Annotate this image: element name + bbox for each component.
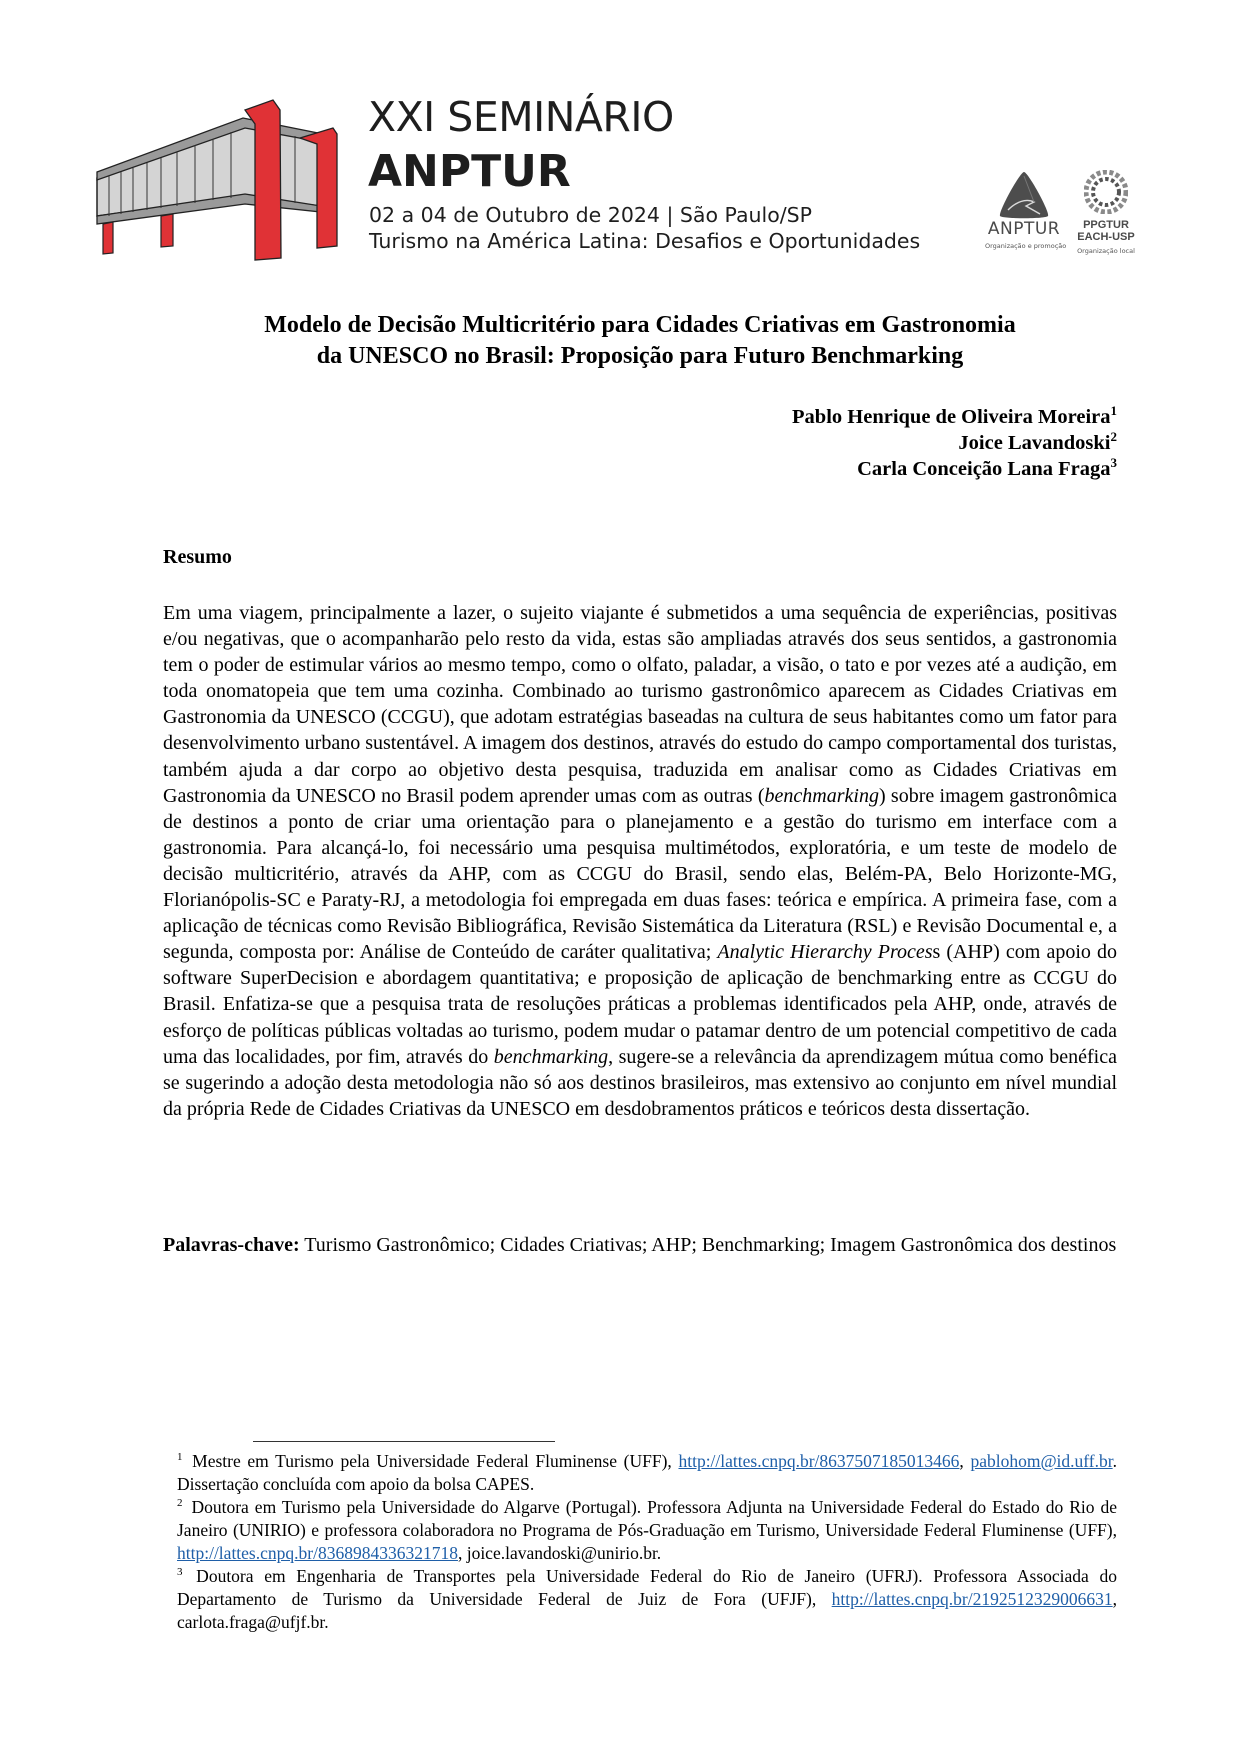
paper-title-line-1: Modelo de Decisão Multicritério para Cidades Criativas em Gastronomia	[264, 312, 1016, 338]
keywords	[163, 1232, 1117, 1258]
ppgtur-logo-caption: Organização local	[1077, 247, 1135, 255]
footnote-ref[interactable]: 3	[1110, 455, 1117, 470]
footnote-number: 1	[177, 1451, 183, 1463]
anptur-logo	[985, 170, 1067, 251]
footnote-number: 3	[177, 1566, 183, 1578]
footnote-number: 2	[177, 1497, 183, 1509]
event-title: XXI SEMINÁRIO	[368, 93, 674, 141]
abstract-italic-term: benchmarking	[493, 1045, 609, 1068]
footnote-text: Doutora em Turismo pela Universidade do Algarve (Portugal). Professora Adjunta na Universidade Federal do Estado do Rio de Janeiro (UNIRIO) e professora colaboradora no Programa de Pós-Graduação em Turismo, Universidade Federal Fluminense (UFF),	[177, 1497, 1117, 1540]
paper-title	[163, 310, 1117, 372]
ppgtur-logo-text: PPGTUR	[1083, 219, 1129, 231]
anptur-triangle-icon	[996, 170, 1052, 220]
footnote-text: Doutora em Engenharia de Transportes pela Universidade Federal do Rio de Janeiro (UFRJ). Professora Associada do Departamento de Turismo da Universidade Federal de Juiz de Fora (UFJF),	[177, 1566, 1117, 1609]
event-date: 02 a 04 de Outubro de 2024 | São Paulo/SP	[369, 203, 813, 227]
author	[792, 430, 1117, 456]
abstract-text: , sugere-se a relevância da aprendizagem mútua como benéfica se sugerindo a adoção desta metodologia não só aos destinos brasileiros, mas extensivo ao conjunto em nível mundial da própria Rede de Cidades Criativas da UNESCO em desdobramentos práticos e teóricos desta dissertação.	[163, 1045, 1117, 1120]
anptur-logo-text: ANPTUR	[987, 219, 1061, 239]
footnote-3	[177, 1565, 1117, 1634]
author-name: Carla Conceição Lana Fraga	[857, 458, 1111, 480]
author-name: Joice Lavandoski	[958, 432, 1111, 454]
abstract-text: ) sobre imagem gastronômica de destinos a ponto de criar uma orientação para o planejamento e a gestão do turismo em interface com a gastronomia. Para alcançá-lo, foi necessário uma pesquisa multimétodos, exploratória, e um teste de modelo de decisão multicritério, através da AHP, com as CCGU do Brasil, sendo elas, Belém-PA, Belo Horizonte-MG, Florianópolis-SC e Paraty-RJ, a metodologia foi empregada em duas fases: teórica e empírica. A primeira fase, com a aplicação de técnicas como Revisão Bibliográfica, Revisão Sistemática da Literatura (RSL) e Revisão Documental e, a segunda, composta por: Análise de Conteúdo de caráter qualitativa;	[163, 784, 1118, 964]
author	[792, 404, 1117, 430]
footnotes	[177, 1450, 1117, 1634]
abstract-heading: Resumo	[163, 546, 232, 568]
abstract-body	[163, 600, 1117, 1122]
author	[792, 456, 1117, 482]
footnote-separator	[253, 1441, 555, 1442]
footnote-ref[interactable]: 1	[1110, 403, 1117, 418]
each-usp-logo-text: EACH-USP	[1077, 231, 1135, 243]
keywords-label: Palavras-chave:	[163, 1234, 300, 1256]
abstract-italic-term: Analytic Hierarchy Proces	[717, 941, 933, 964]
abstract-text: Em uma viagem, principalmente a lazer, o sujeito viajante é submetidos a uma sequência de experiências, positivas e/ou negativas, que o acompanharão pelo resto da vida, estas são ampliadas através dos seus sentidos, a gastronomia tem o poder de estimular vários ao mesmo tempo, como o olfato, paladar, a visão, o tato e por vezes até a audição, em toda onomatopeia que tem uma cozinha. Combinado ao turismo gastronômico aparecem as Cidades Criativas em Gastronomia da UNESCO (CCGU), que adotam estratégias baseadas na cultura de seus habitantes como um fator para desenvolvimento urbano sustentável. A imagem dos destinos, através do estudo do campo comportamental dos turistas, também ajuda a dar corpo ao objetivo desta pesquisa, traduzida em analisar como as Cidades Criativas em Gastronomia da UNESCO no Brasil podem aprender umas com as outras (	[163, 602, 1117, 807]
ppgtur-logo	[1074, 170, 1138, 256]
lattes-link[interactable]: http://lattes.cnpq.br/8637507185013466	[678, 1451, 960, 1471]
building-icon	[95, 88, 340, 263]
footnote-text: , joice.lavandoski@unirio.br.	[457, 1543, 662, 1563]
author-name: Pablo Henrique de Oliveira Moreira	[792, 406, 1111, 428]
footnote-text: , carlota.fraga@ufjf.br.	[177, 1589, 1117, 1632]
lattes-link[interactable]: http://lattes.cnpq.br/8368984336321718	[177, 1543, 458, 1563]
paper-title-line-2: da UNESCO no Brasil: Proposição para Futuro Benchmarking	[316, 343, 964, 369]
ppgtur-rosette-icon	[1084, 170, 1128, 214]
email-link[interactable]: pablohom@id.uff.br	[970, 1451, 1113, 1471]
footnote-2	[177, 1496, 1117, 1565]
masp-building-illustration	[95, 88, 340, 263]
footnote-text: . Dissertação concluída com apoio da bolsa CAPES.	[177, 1451, 1117, 1494]
event-name: ANPTUR	[368, 146, 571, 197]
event-theme: Turismo na América Latina: Desafios e Oportunidades	[369, 229, 921, 253]
footnote-text: Mestre em Turismo pela Universidade Federal Fluminense (UFF),	[185, 1451, 679, 1471]
footnote-1	[177, 1450, 1117, 1496]
anptur-logo-caption: Organização e promoção	[985, 242, 1067, 250]
footnote-ref[interactable]: 2	[1110, 429, 1117, 444]
keywords-text: Turismo Gastronômico; Cidades Criativas; AHP; Benchmarking; Imagem Gastronômica dos destinos	[299, 1234, 1117, 1256]
footnote-text: ,	[959, 1451, 971, 1471]
abstract-text: s (AHP) com apoio do software SuperDecision e abordagem quantitativa; e proposição de aplicação de benchmarking entre as CCGU do Brasil. Enfatiza-se que a pesquisa trata de resoluções práticas a problemas identificados pela AHP, onde, através de esforço de políticas públicas voltadas ao turismo, podem mudar o patamar dentro de um potencial competitivo de cada uma das localidades, por fim, através do	[163, 941, 1118, 1068]
abstract-italic-term: benchmarking	[764, 784, 879, 807]
lattes-link[interactable]: http://lattes.cnpq.br/2192512329006631	[831, 1589, 1113, 1609]
author-list	[792, 404, 1117, 482]
